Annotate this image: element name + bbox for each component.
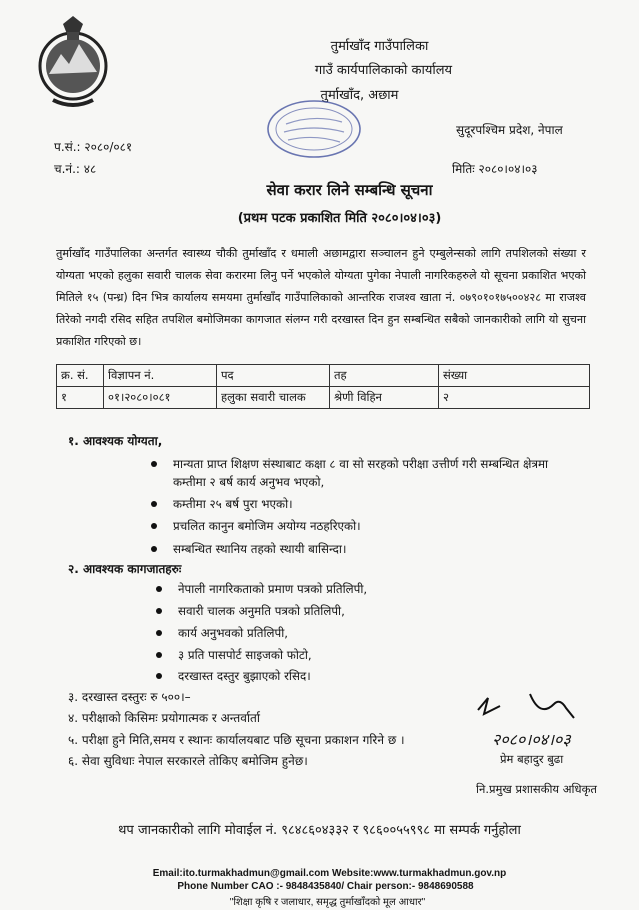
- office-location: तुर्माखाँद, अछाम: [320, 88, 399, 103]
- table-cell: १: [57, 387, 104, 409]
- section-benefits: ६. सेवा सुविधाः नेपाल सरकारले तोकिए बमोजिम हुनेछ।: [68, 754, 308, 768]
- table-header: विज्ञापन नं.: [104, 365, 217, 387]
- vacancy-table: [56, 364, 590, 409]
- list-item: प्रचलित कानुन बमोजिम अयोग्य नठहरिएको।: [173, 519, 361, 533]
- contact-info: थप जानकारीको लागि मोवाईल नं. ९८४८६०४३३२ र ९८६००५५९९८ मा सम्पर्क गर्नुहोला: [118, 823, 521, 838]
- notice-subtitle: (प्रथम पटक प्रकाशित मिति २०८०।०४।०३): [237, 211, 442, 226]
- table-header-row: [57, 365, 590, 387]
- footer-email-website: Email:ito.turmakhadmun@gmail.com Website:www.turmakhadmun.gov.np: [152, 868, 507, 879]
- section-exam-date: ५. परीक्षा हुने मिति,समय र स्थानः कार्यालयबाट पछि सूचना प्रकाशन गरिने छ ।: [68, 733, 405, 747]
- table-header: संख्या: [439, 365, 590, 387]
- footer-phone: Phone Number CAO :- 9848435840/ Chair person:- 9848690588: [177, 881, 474, 892]
- office-subtitle: गाउँ कार्यपालिकाको कार्यालय: [314, 63, 453, 78]
- chalani-number: च.नं.: ४८: [54, 162, 97, 176]
- list-item: सम्बन्धित स्थानिय तहको स्थायी बासिन्दा।: [173, 542, 347, 556]
- list-item-continuation: कम्तीमा २ बर्ष कार्य अनुभव भएको,: [173, 475, 325, 489]
- office-name: तुर्माखाँद गाउँपालिका: [330, 39, 429, 54]
- section-documents-heading: २. आवश्यक कागजातहरुः: [68, 562, 182, 576]
- patra-sankhya: प.सं.: २०८०/०८१: [54, 140, 133, 154]
- table-row: [57, 387, 590, 409]
- table-cell: श्रेणी विहिन: [330, 387, 439, 409]
- list-item: नेपाली नागरिकताको प्रमाण पत्रको प्रतिलिपी,: [178, 582, 368, 596]
- table-cell: २: [439, 387, 590, 409]
- table-header: तह: [330, 365, 439, 387]
- intro-paragraph: तुर्माखाँद गाउँपालिका अन्तर्गत स्वास्थ्य चौकी तुर्माखाँद र धमाली अछामद्वारा सञ्चालन हुने एम्बुलेन्सको लागि तपशिलको संख्या र योग्यता भएको हलुका सवारी चालक सेवा करारमा लिनु पर्ने भएकोले योग्यता पुगेका नेपाली नागरिकहरुले यो सूचना प्रकाशित भएको मितिले १५ (पन्ध्र) दिन भित्र कार्यालय समयमा तुर्माखाँद गाउँपालिकाको आन्तरिक राजश्व खाता नं. ०७९०१०१७५००४२८ मा राजश्व तिरेको नगदी रसिद सहित तपशिल बमोजिमका कागजात संलग्न गरी दरखास्त दिन हुन सम्बन्धित सबैको जानकारीको लागि यो सुचना प्रकाशित गरिएको छ।: [56, 247, 586, 348]
- section-fee: ३. दरखास्त दस्तुरः रु ५००।–: [68, 690, 191, 704]
- section-qualification-heading: १. आवश्यक योग्यता,: [68, 434, 163, 448]
- signature-date: २०८०।०४।०३: [492, 730, 571, 749]
- table-header: क्र. सं.: [57, 365, 104, 387]
- list-item: दरखास्त दस्तुर बुझाएको रसिद।: [178, 669, 311, 683]
- notice-date: मितिः २०८०।०४।०३: [452, 162, 538, 176]
- list-item: मान्यता प्राप्त शिक्षण संस्थाबाट कक्षा ८ वा सो सरहको परीक्षा उत्तीर्ण गरी सम्बन्धित क्षेत्रमा: [173, 457, 549, 471]
- province: सुदूरपश्चिम प्रदेश, नेपाल: [456, 123, 563, 137]
- table-cell: ०१।२०८०।०८१: [104, 387, 217, 409]
- list-item: कम्तीमा २५ बर्ष पुरा भएको।: [173, 497, 293, 511]
- footer-slogan: "शिक्षा कृषि र जलाधार, समृद्ध तुर्माखाँदको मूल आधार": [229, 897, 426, 908]
- list-item: कार्य अनुभवको प्रतिलिपी,: [178, 626, 289, 640]
- signatory-designation: नि.प्रमुख प्रशासकीय अधिकृत: [476, 782, 597, 796]
- official-stamp-icon: [264, 96, 364, 162]
- table-header: पद: [217, 365, 330, 387]
- notice-title: सेवा करार लिने सम्बन्धि सूचना: [266, 181, 433, 199]
- table-cell: हलुका सवारी चालक: [217, 387, 330, 409]
- signatory-name: प्रेम बहादुर बुढा: [500, 752, 564, 766]
- section-exam-type: ४. परीक्षाको किसिमः प्रयोगात्मक र अन्तर्वार्ता: [68, 711, 261, 725]
- list-item: सवारी चालक अनुमति पत्रको प्रतिलिपी,: [178, 604, 345, 618]
- list-item: ३ प्रति पासपोर्ट साइजको फोटो,: [178, 648, 312, 662]
